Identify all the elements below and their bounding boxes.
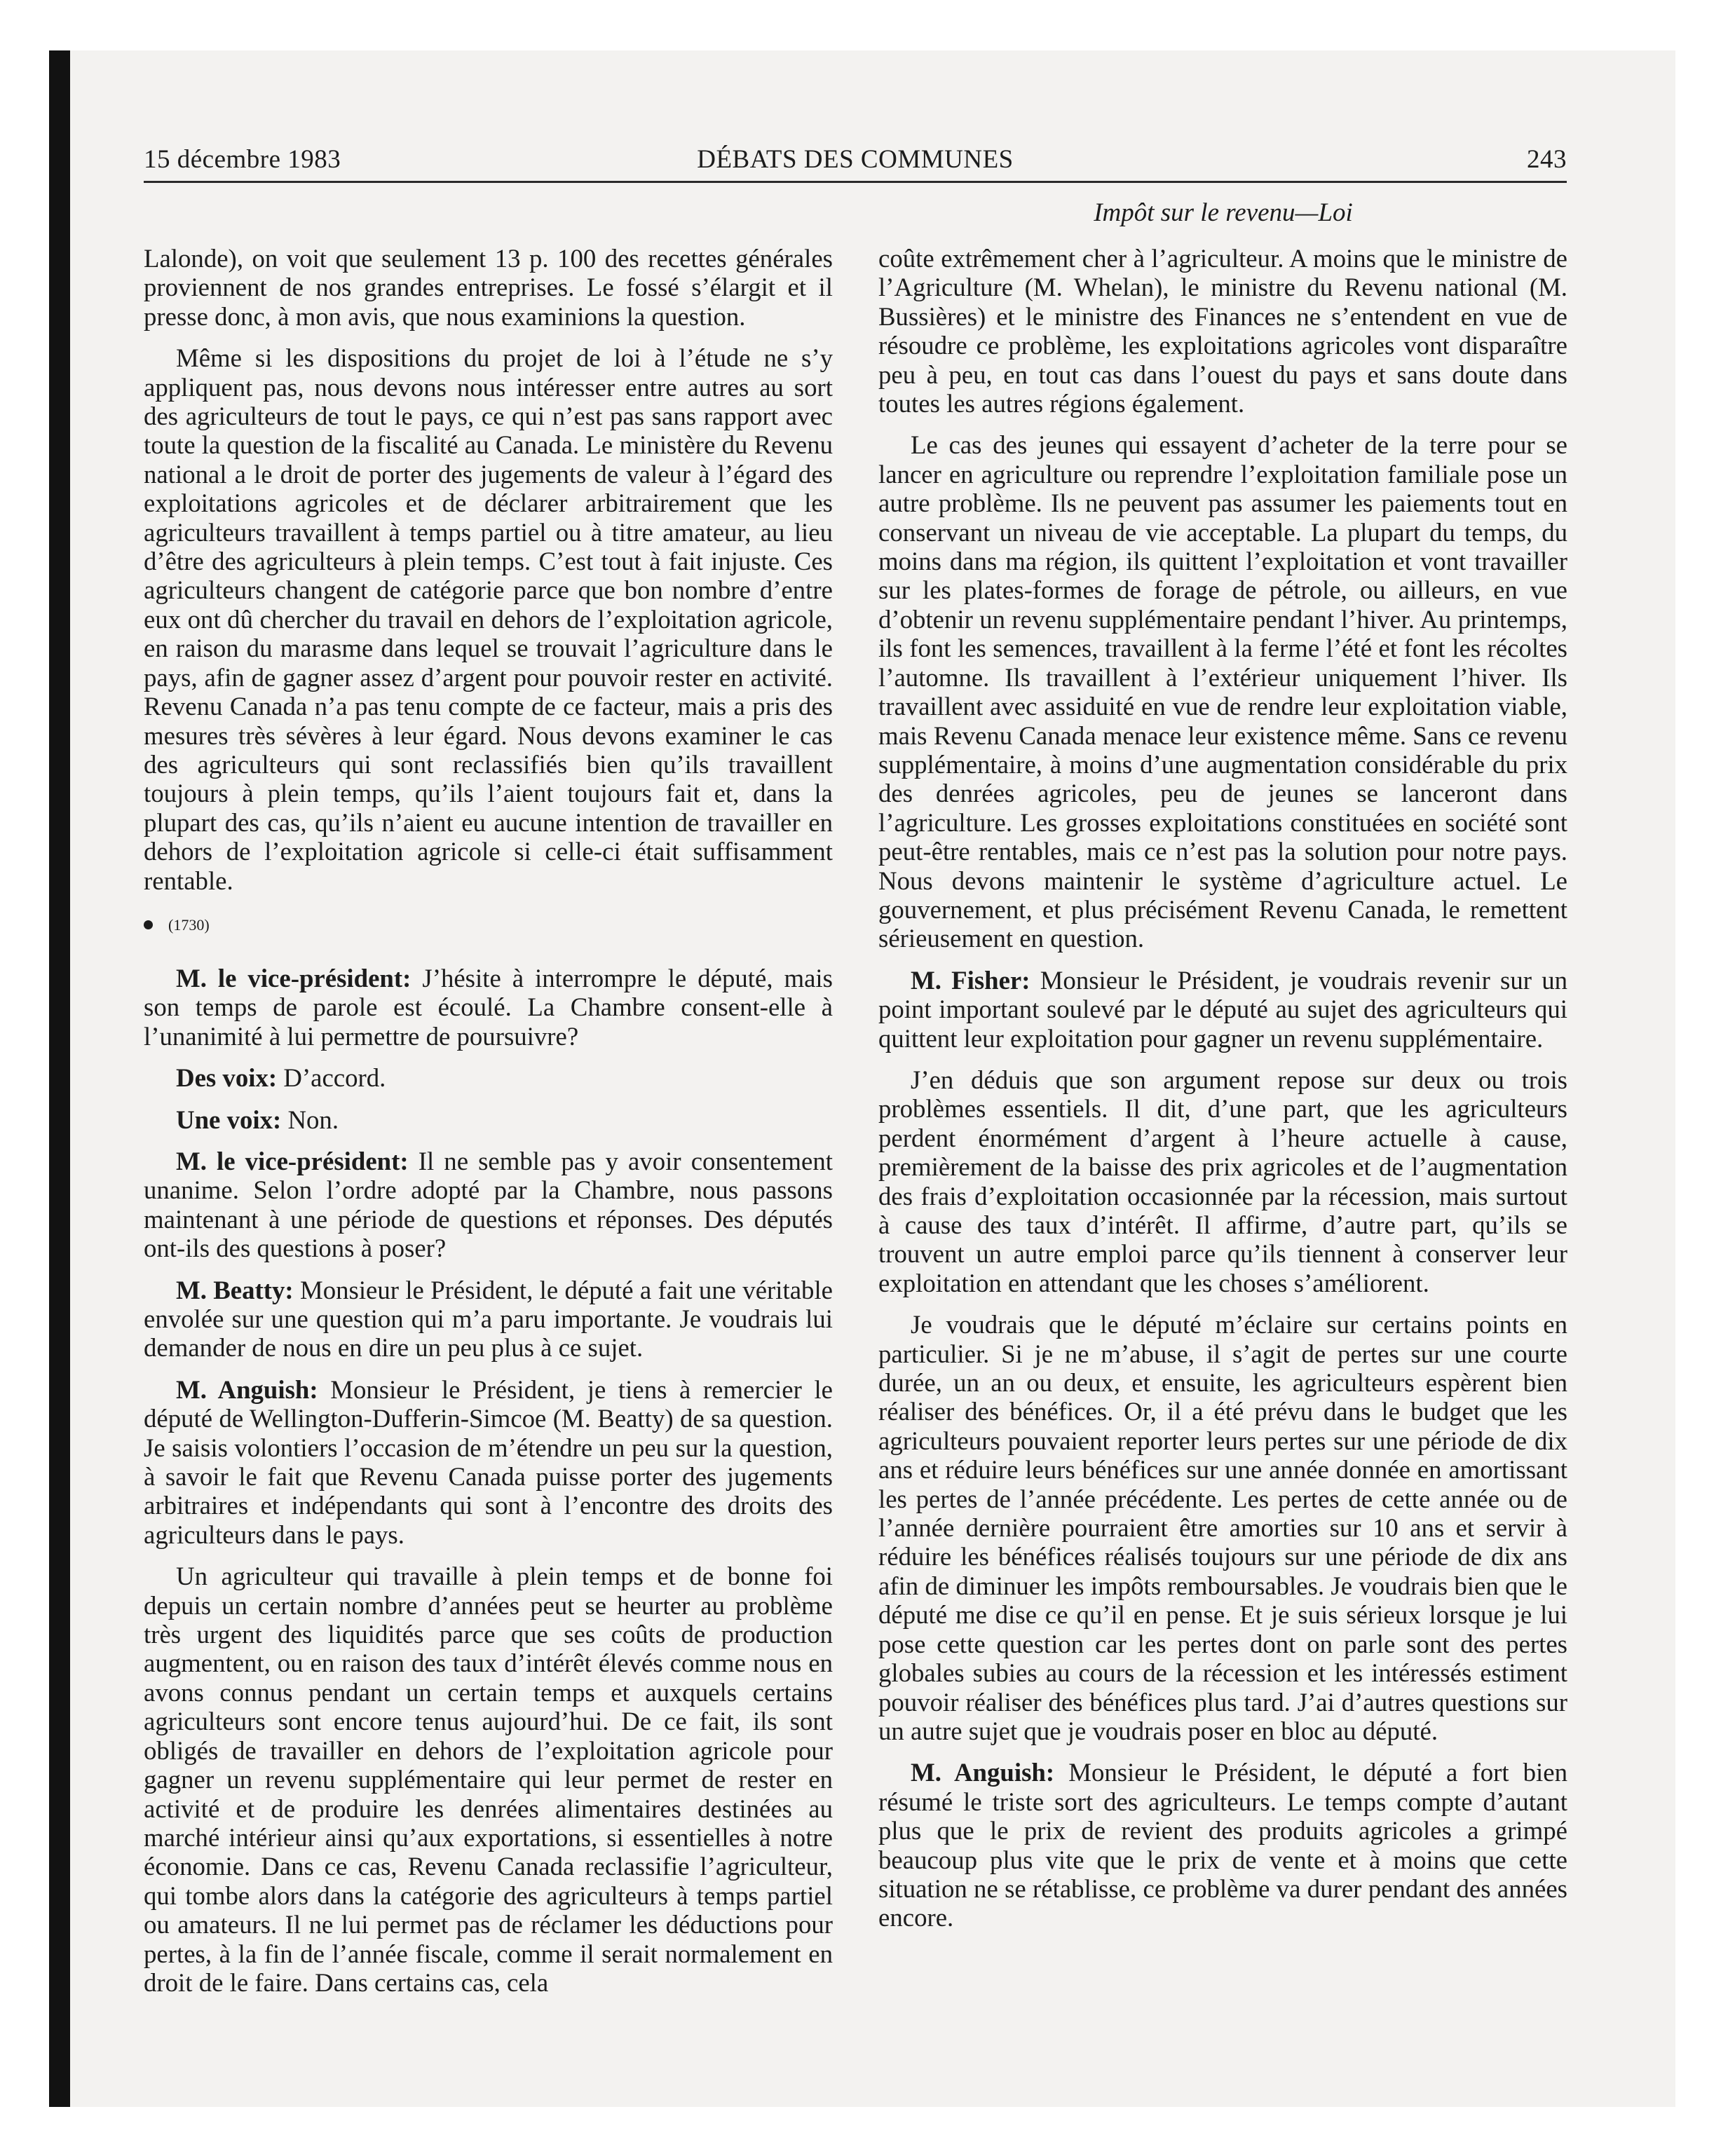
paragraph: Le cas des jeunes qui essayent d’acheter de la terre pour se lancer en agriculture ou reprendre l’exploitation familiale pose un autre problème. Ils ne peuvent pas assumer les paiements tout en conservant un niveau de vie acceptable. La plupart du temps, du moins dans ma région, ils quittent l’exploitation et vont travailler sur les plates-formes de forage de pétrole, ou ailleurs, en vue d’obtenir un revenu supplémentaire pendant l’hiver. Au printemps, ils font les semences, travaillent à la ferme l’été et font les récoltes l’automne. Ils travaillent à l’extérieur uniquement l’hiver. Ils travaillent avec assiduité en vue de rendre leur exploitation viable, mais Revenu Canada menace leur existence même. Sans ce revenu supplémentaire, à moins d’une augmentation considérable du prix des denrées agricoles, peu de jeunes se lanceront dans l’agriculture. Les grosses exploitations constituées en société sont peut-être rentables, mais ce n’est pas la solution pour notre pays. Nous devons maintenir le système d’agriculture actuel. Le gouvernement, et plus précisément Revenu Canada, le remettent sérieusement en question. (878, 430, 1567, 953)
paragraph: Je voudrais que le député m’éclaire sur certains points en particulier. Si je ne m’abuse, il s’agit de pertes sur une courte durée, un an ou deux, et ensuite, les agriculteurs espèrent bien réaliser des bénéfices. Or, il a été prévu dans le budget que les agriculteurs pouvaient reporter leurs pertes sur une période de dix ans et réduire leurs bénéfices sur une année donnée en amortissant les pertes de l’année précédente. Les pertes de cette année ou de l’année dernière pourraient être amorties sur 10 ans et servir à réduire les bénéfices réalisés toujours sur une période de dix ans afin de diminuer les impôts remboursables. Je voudrais bien que le député me dise ce qu’il en pense. Et je suis sérieux lorsque je lui pose cette question car les pertes dont on parle sont des pertes globales subies au cours de la récession et les intéressés estiment pouvoir réaliser des bénéfices plus tard. J’ai d’autres questions sur un autre sujet que je voudrais poser en bloc au député. (878, 1310, 1567, 1745)
speech-paragraph (144, 1276, 833, 1363)
speech-text: D’accord. (283, 1063, 386, 1093)
speech-text: Monsieur le Président, je voudrais revenir sur un point important soulevé par le député au sujet des agriculteurs qui quittent leur exploitation pour gagner un revenu supplémentaire. (878, 965, 1567, 1053)
speaker-name: M. Anguish: (911, 1758, 1055, 1787)
speaker-name: M. Beatty: (176, 1275, 294, 1304)
right-column (878, 244, 1567, 1945)
paragraph: coûte extrêmement cher à l’agriculteur. A moins que le ministre de l’Agriculture (M. Whelan), le ministre du Revenu national (M. Bussières) et le ministre des Finances ne s’entendent en vue de résoudre ce problème, les exploitations agricoles vont disparaître peu à peu, en tout cas dans l’ouest du pays et sans doute dans toutes les autres régions également. (878, 244, 1567, 418)
speech-text: Il ne semble pas y avoir consentement unanime. Selon l’ordre adopté par la Chambre, nous passons maintenant à une période de questions et réponses. Des députés ont-ils des questions à poser? (144, 1146, 834, 1263)
paragraph: Même si les dispositions du projet de loi à l’étude ne s’y appliquent pas, nous devons nous intéresser entre autres au sort des agriculteurs de tout le pays, ce qui n’est pas sans rapport avec toute la question de la fiscalité au Canada. Le ministère du Revenu national a le droit de porter des jugements de valeur à l’égard des exploitations agricoles et de déclarer arbitrairement que les agriculteurs travaillent à temps partiel ou à titre amateur, au lieu d’être des agriculteurs à plein temps. C’est tout à fait injuste. Ces agriculteurs changent de catégorie parce que bon nombre d’entre eux ont dû chercher du travail en dehors de l’exploitation agricole, en raison du marasme dans lequel se trouvait l’agriculture dans le pays, afin de gagner assez d’argent pour pouvoir rester en activité. Revenu Canada n’a pas tenu compte de ce facteur, mais a pris des mesures très sévères à leur égard. Nous devons examiner le cas des agriculteurs qui sont reclassifiés bien qu’ils travaillent toujours à plein temps, qu’ils l’aient toujours fait et, dans la plupart des cas, qu’ils n’aient eu aucune intention de travailler en dehors de l’exploitation agricole si celle-ci était suffisamment rentable. (144, 343, 833, 895)
timestamp: (1730) (168, 915, 210, 934)
speech-text: Monsieur le Président, le député a fort bien résumé le triste sort des agriculteurs. Le temps compte d’autant plus que le prix de revient des produits agricoles a grimpé beaucoup plus vite que le prix de vente et à moins que cette situation ne se rétablisse, ce problème va durer pendant des années encore. (878, 1758, 1568, 1932)
page-number: 243 (1527, 145, 1567, 174)
paragraph: Lalonde), on voit que seulement 13 p. 100 des recettes générales proviennent de nos grandes entreprises. Le fossé s’élargit et il presse donc, à mon avis, que nous examinions la question. (144, 244, 833, 331)
speaker-name: M. Anguish: (176, 1374, 318, 1404)
speaker-name: Une voix: (176, 1105, 282, 1134)
speech-paragraph (144, 964, 833, 1051)
speech-text: J’hésite à interrompre le député, mais son temps de parole est écoulé. La Chambre consent-elle à l’unanimité à lui permettre de poursuivre? (144, 963, 833, 1051)
speech-text: Non. (287, 1105, 339, 1134)
speaker-name: M. le vice-président: (176, 963, 411, 992)
speech-paragraph (144, 1063, 833, 1092)
timestamp-marker (144, 915, 833, 936)
speaker-name: Des voix: (176, 1063, 278, 1093)
speech-text: Monsieur le Président, le député a fait une véritable envolée sur une question qui m’a paru importante. Je voudrais lui demander de nous en dire un peu plus à ce sujet. (144, 1275, 834, 1363)
paragraph: J’en déduis que son argument repose sur deux ou trois problèmes essentiels. Il dit, d’une part, que les agriculteurs perdent énormément d’argent à l’heure actuelle à cause, premièrement de la baisse des prix agricoles et de l’augmentation des frais d’exploitation occasionnée par la récession, mais surtout à cause des taux d’intérêt. Il affirme, d’autre part, qu’ils se trouvent un autre emploi parce qu’ils tiennent à conserver leur exploitation en attendant que les choses s’améliorent. (878, 1065, 1567, 1297)
speaker-name: M. le vice-président: (176, 1146, 409, 1175)
binding-edge (49, 50, 70, 2107)
speaker-name: M. Fisher: (911, 965, 1030, 995)
header-date: 15 décembre 1983 (144, 145, 341, 174)
header-rule (144, 181, 1567, 183)
speech-paragraph (878, 966, 1567, 1053)
running-header (144, 144, 1567, 186)
speech-paragraph (144, 1105, 833, 1134)
section-heading: Impôt sur le revenu—Loi (1094, 198, 1353, 227)
paragraph: Un agriculteur qui travaille à plein temps et de bonne foi depuis un certain nombre d’années peut se heurter au problème très urgent des liquidités parce que ses coûts de production augmentent, ou en raison des taux d’intérêt élevés comme nous en avons connus pendant un certain temps et auxquels certains agriculteurs sont encore tenus aujourd’hui. De ce fait, ils sont obligés de travailler en dehors de l’exploitation agricole pour gagner un revenu supplémentaire qui leur permet de rester en activité et de produire les denrées alimentaires destinées au marché intérieur ainsi qu’aux exportations, si essentielles à notre économie. Dans ce cas, Revenu Canada reclassifie l’agriculteur, qui tombe alors dans la catégorie des agriculteurs à temps partiel ou amateurs. Il ne lui permet pas de réclamer les déductions pour pertes, à la fin de l’année fiscale, comme il serait normalement en droit de le faire. Dans certains cas, cela (144, 1562, 833, 1997)
bullet-icon (144, 920, 153, 929)
header-title: DÉBATS DES COMMUNES (697, 145, 1014, 174)
speech-paragraph (144, 1375, 833, 1549)
speech-text: Monsieur le Président, je tiens à remercier le député de Wellington-Dufferin-Simcoe (M. Beatty) de sa question. Je saisis volontiers l’occasion de m’étendre un peu sur la question, à savoir le fait que Revenu Canada puisse porter des jugements arbitraires et indépendants qui sont à l’encontre des droits des agriculteurs dans le pays. (144, 1374, 833, 1549)
left-column (144, 244, 833, 2010)
speech-paragraph (878, 1758, 1567, 1932)
speech-paragraph (144, 1147, 833, 1263)
